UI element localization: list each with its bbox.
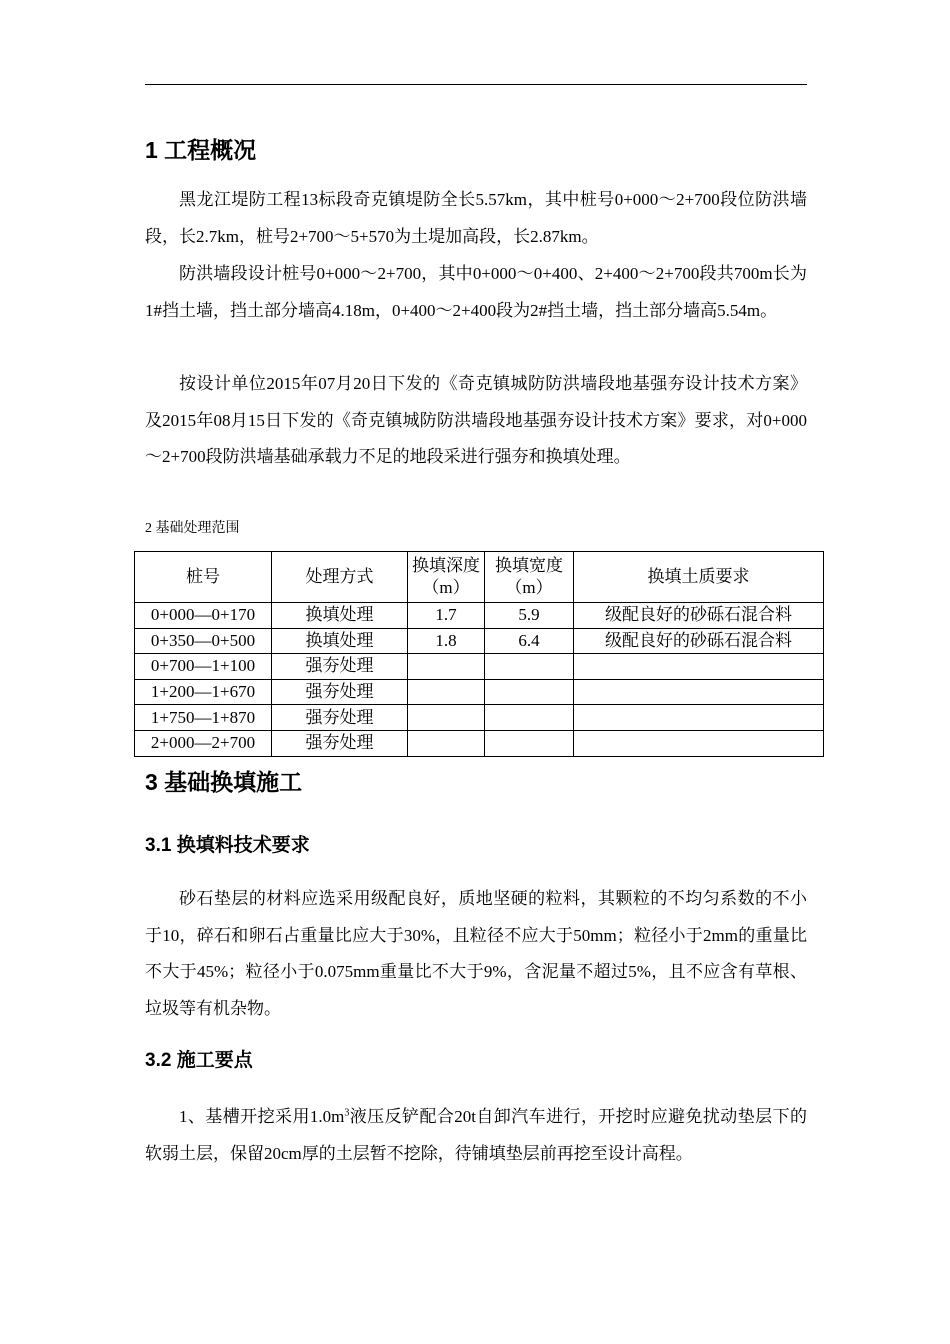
table-cell: 0+000—0+170 <box>135 603 272 629</box>
table-cell <box>408 679 485 705</box>
section3-title: 3 基础换填施工 <box>145 769 303 795</box>
table-header-cell: 桩号 <box>135 552 272 603</box>
table-cell <box>574 705 824 731</box>
section1-paragraph-2: 防洪墙段设计桩号0+000～2+700，其中0+000～0+400、2+400～2+700段共700m长为1#挡土墙，挡土部分墙高4.18m，0+400～2+400段为2#挡土墙，挡土部分墙高5.54m。 <box>145 264 807 320</box>
table-cell: 6.4 <box>485 628 574 654</box>
table-row <box>135 730 824 756</box>
table-row <box>135 628 824 654</box>
table-cell: 2+000—2+700 <box>135 730 272 756</box>
section1-paragraph-3: 按设计单位2015年07月20日下发的《奇克镇城防防洪墙段地基强夯设计技术方案》及2015年08月15日下发的《奇克镇城防防洪墙段地基强夯设计技术方案》要求，对0+000～2+700段防洪墙基础承载力不足的地段采进行强夯和换填处理。 <box>145 374 807 467</box>
table-cell <box>485 679 574 705</box>
table-cell: 0+350—0+500 <box>135 628 272 654</box>
header-rule <box>145 84 807 85</box>
section3-1-title: 3.1 换填料技术要求 <box>145 835 310 856</box>
table-cell: 强夯处理 <box>272 654 408 680</box>
table-row <box>135 679 824 705</box>
table-header-row <box>135 552 824 603</box>
table-cell <box>574 654 824 680</box>
table-cell <box>485 654 574 680</box>
superscript: 3 <box>344 1107 350 1119</box>
table-cell: 换填处理 <box>272 628 408 654</box>
section3-1-paragraph: 砂石垫层的材料应选采用级配良好，质地坚硬的粒料，其颗粒的不均匀系数的不小于10，碎石和卵石占重量比应大于30%，且粒径不应大于50mm；粒径小于2mm的重量比不大于45%；粒径小于0.075mm重量比不大于9%，含泥量不超过5%，且不应含有草根、垃圾等有机杂物。 <box>145 889 807 1019</box>
section3-2-title: 3.2 施工要点 <box>145 1050 253 1071</box>
table-row <box>135 603 824 629</box>
table-cell: 5.9 <box>485 603 574 629</box>
section1-paragraph-1: 黑龙江堤防工程13标段奇克镇堤防全长5.57km，其中桩号0+000～2+700段位防洪墙段，长2.7km，桩号2+700～5+570为土堤加高段，长2.87km。 <box>145 190 807 246</box>
paragraph-text: 液压反铲配合20t自卸汽车进行，开挖时应避免扰动垫层下的软弱土层，保留20cm厚的土层暂不挖除，待铺填垫层前再挖至设计高程。 <box>145 1107 807 1163</box>
table-cell <box>485 705 574 731</box>
table-cell: 强夯处理 <box>272 679 408 705</box>
section2-caption: 2 基础处理范围 <box>145 521 240 536</box>
table-cell: 强夯处理 <box>272 730 408 756</box>
table-cell <box>485 730 574 756</box>
table-cell <box>408 705 485 731</box>
table-cell: 级配良好的砂砾石混合料 <box>574 628 824 654</box>
table-header-cell: 换填土质要求 <box>574 552 824 603</box>
table-cell: 1.7 <box>408 603 485 629</box>
section3-2-paragraph <box>145 1099 807 1172</box>
table-cell <box>574 730 824 756</box>
foundation-treatment-table <box>134 551 824 757</box>
table-header-cell: 处理方式 <box>272 552 408 603</box>
table-cell: 1+200—1+670 <box>135 679 272 705</box>
table-row <box>135 705 824 731</box>
table-cell: 强夯处理 <box>272 705 408 731</box>
table-row <box>135 654 824 680</box>
section1-title: 1 工程概况 <box>145 137 257 163</box>
table-header-cell: 换填深度（m） <box>408 552 485 603</box>
table-cell: 级配良好的砂砾石混合料 <box>574 603 824 629</box>
table-cell: 1+750—1+870 <box>135 705 272 731</box>
table-cell: 0+700—1+100 <box>135 654 272 680</box>
table-cell <box>408 730 485 756</box>
paragraph-text: 1、基槽开挖采用1.0m <box>179 1107 345 1126</box>
table-cell: 换填处理 <box>272 603 408 629</box>
table-cell <box>574 679 824 705</box>
table-cell: 1.8 <box>408 628 485 654</box>
table-cell <box>408 654 485 680</box>
table-header-cell: 换填宽度（m） <box>485 552 574 603</box>
